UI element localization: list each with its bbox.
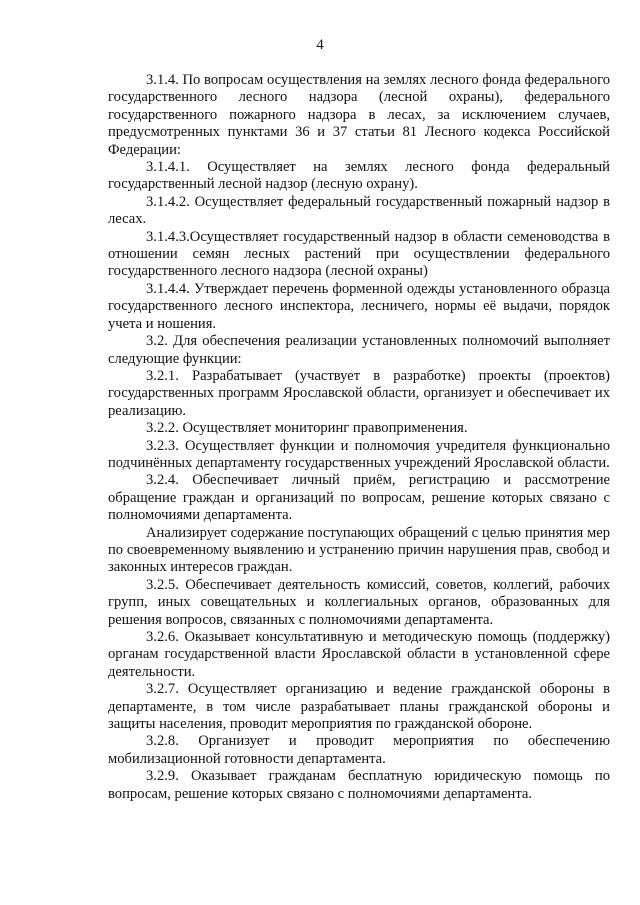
paragraph-3-2-8: 3.2.8. Организует и проводит мероприятия по обеспечению мобилизационной готовности департамента. — [108, 733, 610, 767]
document-body — [108, 72, 610, 803]
paragraph-3-2-4: 3.2.4. Обеспечивает личный приём, регистрацию и рассмотрение обращение граждан и организаций по вопросам, решение которых связано с полномочиями департамента. — [108, 472, 610, 524]
paragraph-3-2-9: 3.2.9. Оказывает гражданам бесплатную юридическую помощь по вопросам, решение которых связано с полномочиями департамента. — [108, 768, 610, 802]
paragraph-3-2-2: 3.2.2. Осуществляет мониторинг правоприменения. — [146, 420, 468, 437]
paragraph-3-1-4-4: 3.1.4.4. Утверждает перечень форменной одежды установленного образца государственного лесного инспектора, лесничего, нормы её выдачи, порядок учета и ношения. — [108, 280, 610, 332]
paragraph-3-1-4-2: 3.1.4.2. Осуществляет федеральный государственный пожарный надзор в лесах. — [108, 193, 610, 228]
paragraph-3-2-4-analysis: Анализирует содержание поступающих обращений с целью принятия мер по своевременному выявлению и устранению причин нарушения прав, свобод и законных интересов граждан. — [108, 524, 610, 576]
paragraph-3-2-7: 3.2.7. Осуществляет организацию и ведение гражданской обороны в департаменте, в том числе разрабатывает планы гражданской обороны и защиты населения, проводит мероприятия по гражданской обороне. — [108, 681, 610, 733]
paragraph-3-1-4-3: 3.1.4.3.Осуществляет государственный надзор в области семеноводства в отношении семян лесных растений при осуществлении федерального государственного лесного надзора (лесной охраны) — [108, 228, 610, 280]
paragraph-3-2-1: 3.2.1. Разрабатывает (участвует в разработке) проекты (проектов) государственных программ Ярославской области, организует и обеспечивает их реализацию. — [108, 367, 610, 419]
paragraph-3-1-4-1: 3.1.4.1. Осуществляет на землях лесного фонда федеральный государственный лесной надзор (лесную охрану). — [108, 159, 610, 193]
paragraph-3-2-6: 3.2.6. Оказывает консультативную и методическую помощь (поддержку) органам государственной власти Ярославской области в установленной сфере деятельности. — [108, 629, 610, 680]
paragraph-3-2-5: 3.2.5. Обеспечивает деятельность комиссий, советов, коллегий, рабочих групп, иных совещательных и коллегиальных органов, образованных для решения вопросов, связанных с полномочиями департамента. — [108, 576, 610, 628]
paragraph-3-1-4: 3.1.4. По вопросам осуществления на землях лесного фонда федерального государственного лесного надзора (лесной охраны), федерального государственного пожарного надзора в лесах, за исключением случаев, предусмотренных пунктами 36 и 37 статьи 81 Лесного кодекса Российской Федерации: — [108, 72, 610, 158]
page-number: 4 — [316, 37, 324, 53]
paragraph-3-2-3: 3.2.3. Осуществляет функции и полномочия учредителя функционально подчинённых департаменту государственных учреждений Ярославской области. — [108, 437, 610, 471]
paragraph-3-2: 3.2. Для обеспечения реализации установленных полномочий выполняет следующие функции: — [108, 333, 610, 367]
